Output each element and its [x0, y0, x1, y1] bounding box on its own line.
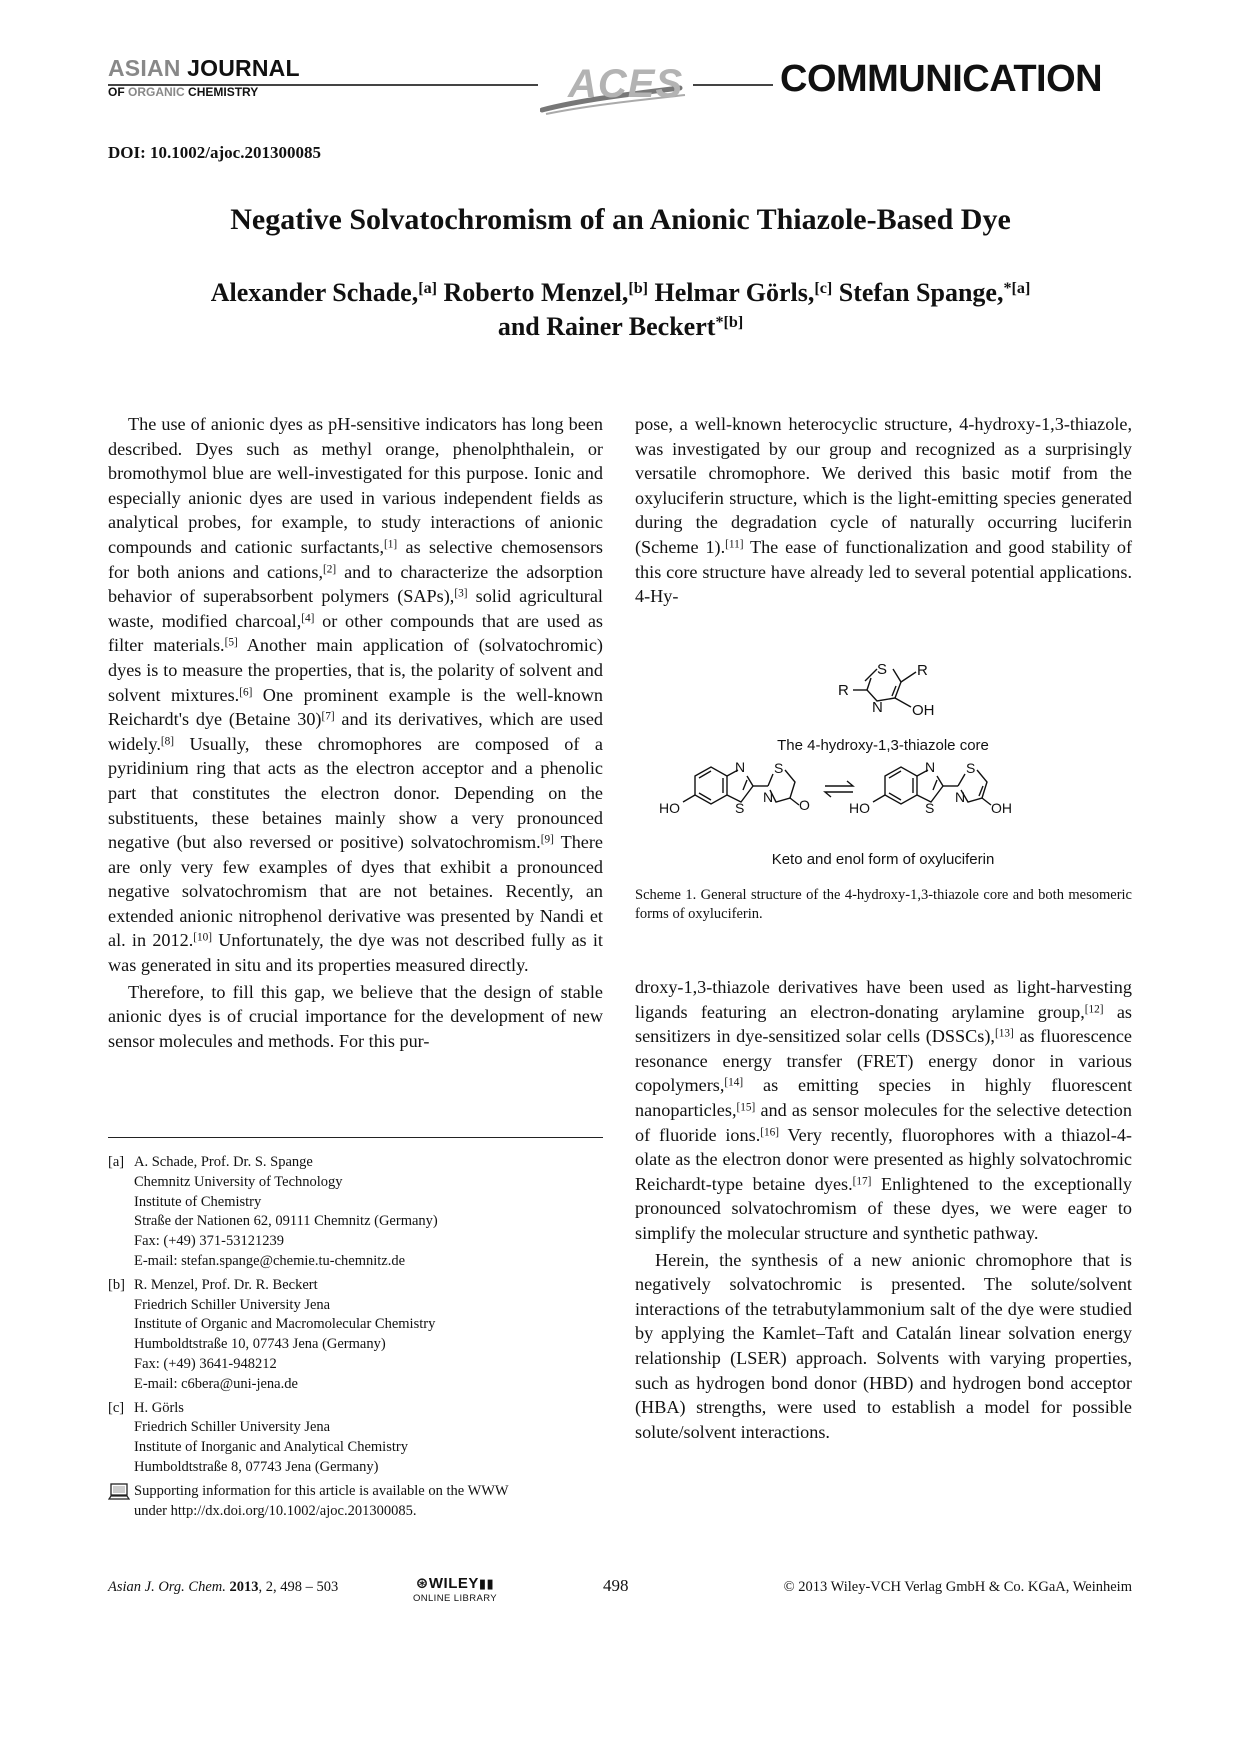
citation-ref: [3] — [454, 587, 468, 600]
doi: DOI: 10.1002/ajoc.201300085 — [108, 143, 321, 162]
citation-ref: [2] — [323, 562, 337, 575]
journal-logo-word-organic: ORGANIC — [128, 85, 185, 99]
article-title: Negative Solvatochromism of an Anionic Thiazole-Based Dye — [230, 203, 1011, 236]
journal-logo-word-journal: JOURNAL — [187, 55, 300, 81]
supporting-info: Supporting information for this article is available on the WWW under http://dx.doi.org/10.1002/ajoc.201300085. — [108, 1482, 603, 1522]
citation-ref: [1] — [384, 538, 398, 551]
footnote-divider — [108, 1137, 603, 1138]
citation-ref: [7] — [321, 710, 335, 723]
citation-ref: [16] — [760, 1125, 780, 1138]
footer-year: 2013 — [229, 1579, 259, 1595]
author-schade: Alexander Schade, — [210, 278, 419, 307]
atom-label: N — [735, 759, 746, 775]
atom-label: O — [799, 797, 810, 813]
body-paragraph-1: The use of anionic dyes as pH-sensitive indicators has long been described. Dyes such as methyl orange, phenolphthalein, or bromothymol blue are well-investigated for this purpose. Ionic and especially anionic dyes are used in various independent fields as analytical probes, for example, to study interactions of anionic compounds and cationic surfactants,[1] as selective chemosensors for both anions and cations,[2] and to characterize the adsorption behavior of superabsorbent polymers (SAPs),[3] solid agricultural waste, modified charcoal,[4] or other compounds that are used as filter materials.[5] Another main application of (solvatochromic) dyes is to measure the properties, that is, the polarity of solvent and solvent mixtures.[6] One prominent example is the well-known Reichardt's dye (Betaine 30)[7] and its derivatives, which are used widely.[8] Usually, these chromophores are composed of a pyridinium ring that acts as the electron acceptor and a phenolic part that constitutes the electron donor. Depending on the substituents, these betaines mainly show a very pronounced negative (but also reversed or positive) solvatochromism.[9] There are only very few examples of dyes that exhibit a pronounced negative solvatochromism that are not betaines. Recently, an extended anionic nitrophenol derivative was presented by Nandi et al. in 2012.[10] Unfortunately, the dye was not described fully as it was generated in situ and its properties measured directly. — [108, 414, 604, 976]
atom-label: S — [877, 661, 888, 678]
footnote-c: [c] H. Görls Friedrich Schiller University Jena Institute of Inorganic and Analytical Chemistry Humboldtstraße 8, 07743 Jena (Germany) — [108, 1399, 603, 1478]
atom-label: R — [917, 662, 928, 679]
footer-citation — [108, 1579, 338, 1596]
citation-ref: [13] — [994, 1027, 1014, 1040]
journal-logo — [108, 56, 308, 100]
atom-label: R — [838, 682, 849, 699]
citation-ref: [17] — [852, 1175, 872, 1188]
author-beckert: and Rainer Beckert — [497, 312, 716, 341]
citation-ref: [15] — [736, 1101, 756, 1114]
header-rule-right — [693, 84, 773, 86]
scheme-caption: Scheme 1. General structure of the 4-hydroxy-1,3-thiazole core and both mesomeric forms of oxyluciferin. — [635, 887, 1132, 922]
citation-ref: [9] — [540, 833, 554, 846]
equilibrium-arrow-icon — [825, 781, 853, 797]
right-column-top — [635, 412, 1132, 609]
core-label: The 4-hydroxy-1,3-thiazole core — [777, 737, 989, 754]
body-paragraph-5: Herein, the synthesis of a new anionic chromophore that is negatively solvatochromic is presented. The solute/solvent interactions of the tetrabutylammonium salt of the dye were studied by applying the Kamlet–Taft and Catalán linear solvation energy relationship (LSER) approach. Solvents with varying properties, such as hydrogen bond donor (HBD) and hydrogen bond acceptor (HBA) strengths, were used to establish a model for possible solute/solvent interactions. — [635, 1249, 1132, 1442]
atom-label: N — [925, 759, 936, 775]
left-column — [108, 412, 603, 1053]
atom-label: HO — [849, 800, 870, 816]
section-label: COMMUNICATION — [780, 58, 1103, 100]
header-rule-left — [108, 84, 538, 86]
journal-logo-word-chemistry: CHEMISTRY — [188, 85, 259, 99]
footnote-tag: [b] — [108, 1276, 125, 1293]
wiley-emblem-icon: ⊛ — [415, 1575, 429, 1592]
atom-label: HO — [659, 800, 680, 816]
body-paragraph-3: pose, a well-known heterocyclic structure, 4-hydroxy-1,3-thiazole, was investigated by our group and recognized as a surprisingly versatile chromophore. We derived this basic motif from the oxyluciferin structure, which is the light-emitting species generated during the degradation cycle of naturally occurring luciferin (Scheme 1).[11] The ease of functionalization and good stability of this core structure have already led to several potential applications. 4-Hy- — [635, 414, 1132, 607]
journal-logo-word-asian: ASIAN — [108, 55, 181, 81]
author-spange: Stefan Spange, — [838, 278, 1004, 307]
citation-ref: [4] — [301, 612, 315, 625]
author-menzel: Roberto Menzel, — [443, 278, 629, 307]
citation-ref: [11] — [725, 538, 744, 551]
affiliation-mark: [c] — [814, 279, 833, 297]
affiliation-mark: [a] — [418, 279, 438, 297]
atom-label: S — [966, 760, 976, 776]
wiley-logo-text: WILEY — [428, 1575, 479, 1592]
footnote-tag: [a] — [108, 1154, 125, 1170]
wiley-logo — [405, 1574, 505, 1604]
body-paragraph-2: Therefore, to fill this gap, we believe that the design of stable anionic dyes is of crucial importance for the development of new sensor molecules and methods. For this pur- — [108, 981, 603, 1051]
footer-volume-pages: , 2, 498 – 503 — [258, 1579, 339, 1595]
affiliation-footnotes — [108, 1153, 603, 1521]
atom-label: S — [774, 760, 784, 776]
citation-ref: [10] — [193, 931, 213, 944]
footnote-a: [a] A. Schade, Prof. Dr. S. Spange Chemnitz University of Technology Institute of Chemistry Straße der Nationen 62, 09111 Chemnitz (Germany) Fax: (+49) 371-53121239 E-mail: stefan.spange@chemie.tu-chemnitz.de — [108, 1153, 603, 1272]
atom-label: N — [763, 789, 774, 805]
affiliation-mark: *[a] — [1003, 279, 1031, 297]
wiley-logo-sub: ONLINE LIBRARY — [412, 1593, 498, 1604]
atom-label: OH — [991, 800, 1012, 816]
books-icon: ▮▮ — [478, 1576, 495, 1591]
scheme-1 — [635, 650, 1132, 920]
footnote-b: [b] R. Menzel, Prof. Dr. R. Beckert Friedrich Schiller University Jena Institute of Organic and Macromolecular Chemistry Humboldtstraße 10, 07743 Jena (Germany) Fax: (+49) 3641-948212 E-mail: c6bera@uni-jena.de — [108, 1276, 603, 1395]
aces-logo-text: ACES — [568, 62, 684, 106]
citation-ref: [14] — [724, 1076, 744, 1089]
computer-icon — [108, 1482, 130, 1502]
author-goerls: Helmar Görls, — [654, 278, 815, 307]
atom-label: OH — [912, 702, 935, 719]
citation-ref: [6] — [239, 685, 253, 698]
citation-ref: [8] — [160, 735, 175, 748]
atom-label: S — [735, 800, 745, 816]
copyright: © 2013 Wiley-VCH Verlag GmbH & Co. KGaA, Weinheim — [783, 1579, 1132, 1595]
page-number: 498 — [603, 1576, 629, 1595]
citation-ref: [12] — [1084, 1002, 1104, 1015]
affiliation-mark: [b] — [628, 279, 649, 297]
atom-label: N — [872, 699, 883, 716]
author-list — [0, 276, 1241, 344]
affiliation-mark: *[b] — [715, 313, 744, 331]
right-column-bottom — [635, 975, 1132, 1444]
citation-ref: [5] — [224, 636, 238, 649]
footnote-tag: [c] — [108, 1399, 125, 1416]
atom-label: N — [955, 789, 966, 805]
scheme-structures — [635, 650, 1132, 870]
journal-logo-word-of: OF — [108, 85, 125, 99]
footer-journal: Asian J. Org. Chem. — [108, 1579, 226, 1595]
aces-logo — [540, 60, 690, 116]
supporting-info-link[interactable]: under http://dx.doi.org/10.1002/ajoc.201300085. — [134, 1502, 417, 1519]
oxyluciferin-label: Keto and enol form of oxyluciferin — [771, 851, 995, 868]
body-paragraph-4: droxy-1,3-thiazole derivatives have been used as light-harvesting ligands featuring an electron-donating arylamine group,[12] as sensitizers in dye-sensitized solar cells (DSSCs),[13] as fluorescence resonance energy transfer (FRET) energy donor in various copolymers,[14] as emitting species in highly fluorescent nanoparticles,[15] and as sensor molecules for the selective detection of fluoride ions.[16] Very recently, fluorophores with a thiazol-4-olate as the electron donor were presented as highly solvatochromic Reichardt-type betaine dyes.[17] Enlightened to the exceptionally pronounced solvatochromism of these dyes, we were eager to simplify the molecular structure and synthetic pathway. — [635, 977, 1132, 1243]
atom-label: S — [925, 800, 935, 816]
